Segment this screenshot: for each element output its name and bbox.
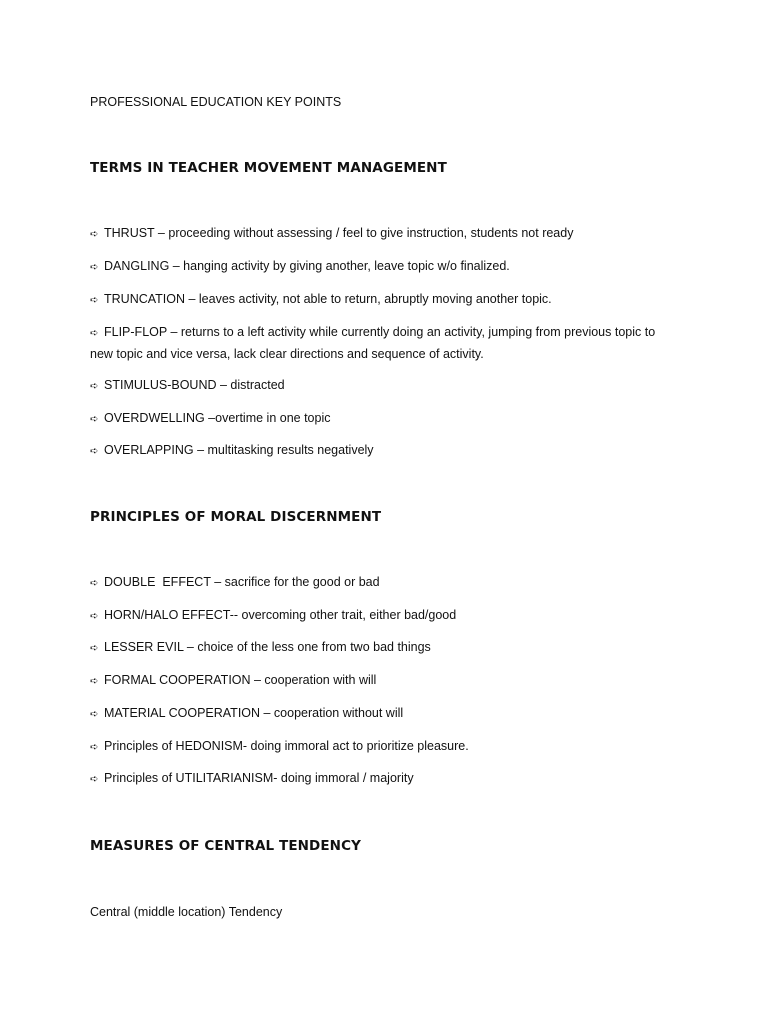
arrow-bullet-icon: ➪ <box>90 676 99 687</box>
list-item-text: Principles of HEDONISM- doing immoral act to prioritize pleasure. <box>104 739 469 753</box>
arrow-bullet-icon: ➪ <box>90 262 99 273</box>
list-item-text: OVERLAPPING – multitasking results negatively <box>104 443 374 457</box>
central-tendency-text: Central (middle location) Tendency <box>90 905 283 919</box>
arrow-bullet-icon: ➪ <box>90 328 99 339</box>
arrow-bullet-icon: ➪ <box>90 774 99 785</box>
section-heading-teacher-movement: TERMS IN TEACHER MOVEMENT MANAGEMENT <box>90 160 447 176</box>
list-item-text: THRUST – proceeding without assessing / feel to give instruction, students not ready <box>104 226 574 240</box>
list-item-text: DOUBLE EFFECT – sacrifice for the good or bad <box>104 575 380 589</box>
list-item-text: MATERIAL COOPERATION – cooperation without will <box>104 706 404 720</box>
arrow-bullet-icon: ➪ <box>90 643 99 654</box>
list-item-text: FLIP-FLOP – returns to a left activity while currently doing an activity, jumping from previous topic to new topic and vice versa, lack clear directions and sequence of activity. <box>90 325 656 361</box>
list-item <box>90 375 680 397</box>
arrow-bullet-icon: ➪ <box>90 295 99 306</box>
list-item <box>90 605 680 627</box>
arrow-bullet-icon: ➪ <box>90 742 99 753</box>
list-item <box>90 670 680 692</box>
list-item <box>90 322 680 364</box>
arrow-bullet-icon: ➪ <box>90 381 99 392</box>
list-item <box>90 637 680 659</box>
list-item-text: STIMULUS-BOUND – distracted <box>104 378 285 392</box>
arrow-bullet-icon: ➪ <box>90 446 99 457</box>
list-item-text: DANGLING – hanging activity by giving another, leave topic w/o finalized. <box>104 259 510 273</box>
list-item <box>90 703 680 725</box>
list-item-text: LESSER EVIL – choice of the less one from two bad things <box>104 640 431 654</box>
list-item-text: Principles of UTILITARIANISM- doing immoral / majority <box>104 771 414 785</box>
list-item <box>90 572 680 594</box>
arrow-bullet-icon: ➪ <box>90 709 99 720</box>
arrow-bullet-icon: ➪ <box>90 229 99 240</box>
list-item-text: TRUNCATION – leaves activity, not able to return, abruptly moving another topic. <box>104 292 552 306</box>
list-item-text: FORMAL COOPERATION – cooperation with will <box>104 673 377 687</box>
list-item <box>90 768 680 790</box>
list-item <box>90 256 680 278</box>
list-item <box>90 289 680 311</box>
list-item <box>90 223 680 245</box>
section-heading-moral-discernment: PRINCIPLES OF MORAL DISCERNMENT <box>90 509 382 525</box>
list-item-text: HORN/HALO EFFECT-- overcoming other trait, either bad/good <box>104 608 457 622</box>
section-heading-central-tendency: MEASURES OF CENTRAL TENDENCY <box>90 838 361 854</box>
arrow-bullet-icon: ➪ <box>90 578 99 589</box>
list-item <box>90 736 680 758</box>
document-title: PROFESSIONAL EDUCATION KEY POINTS <box>90 95 342 109</box>
list-item <box>90 408 680 430</box>
list-item <box>90 440 680 462</box>
list-item-text: OVERDWELLING –overtime in one topic <box>104 411 331 425</box>
arrow-bullet-icon: ➪ <box>90 611 99 622</box>
arrow-bullet-icon: ➪ <box>90 414 99 425</box>
